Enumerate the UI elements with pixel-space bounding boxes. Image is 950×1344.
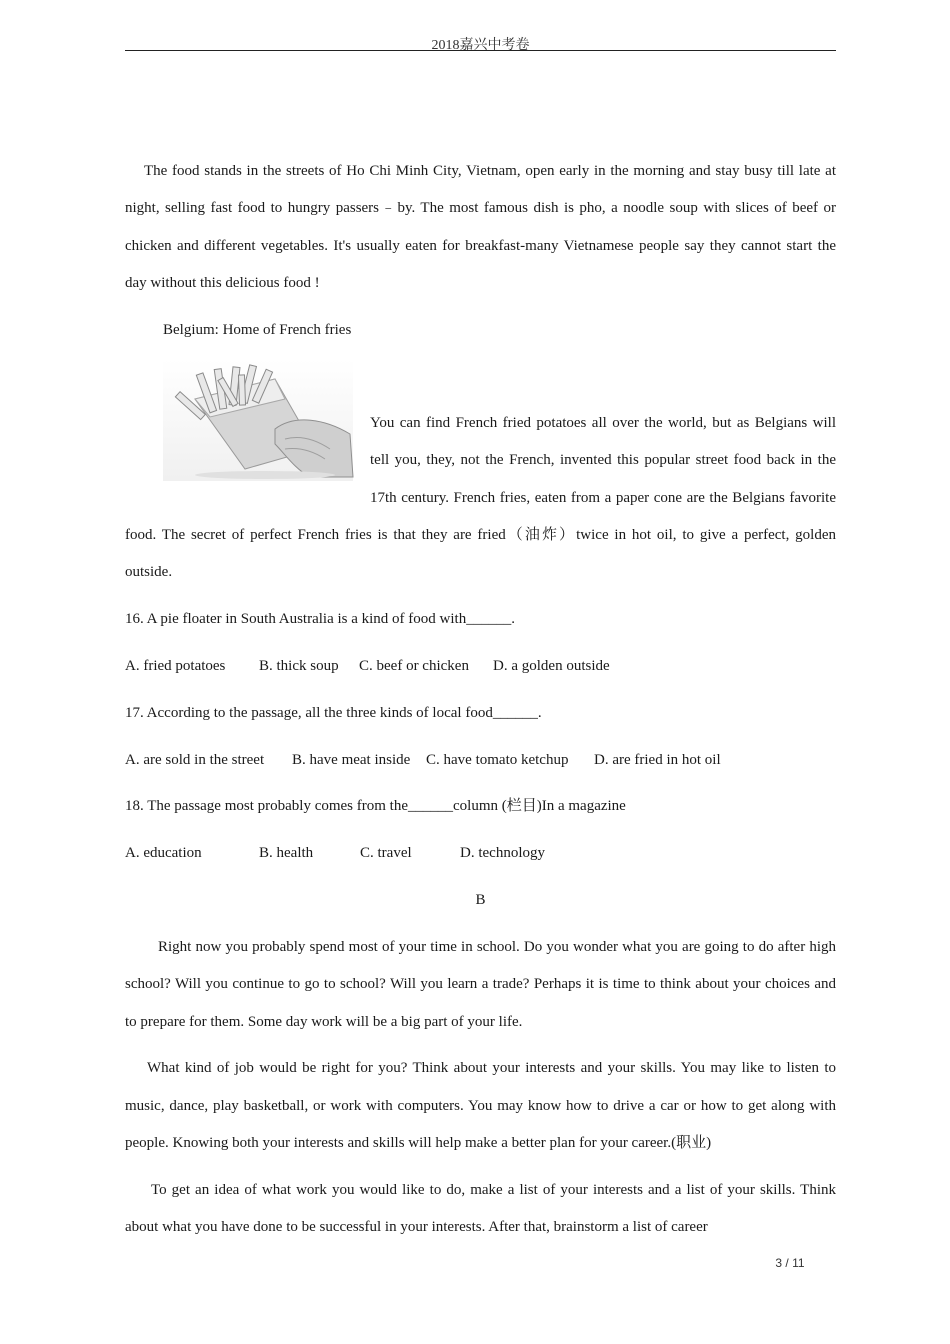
belgium-heading: Belgium: Home of French fries bbox=[163, 322, 352, 339]
q17-option-d: D. are fried in hot oil bbox=[594, 751, 721, 768]
page-content bbox=[125, 153, 836, 1256]
q16-option-d: D. a golden outside bbox=[493, 658, 610, 675]
q18-option-c: C. travel bbox=[360, 845, 412, 862]
question-17-options bbox=[125, 742, 836, 779]
section-b-paragraph-2: What kind of job would be right for you? Think about your interests and your skills. You may like to listen to music, dance, play basketball, or work with computers. You may know how to drive a car or how to get along with people. Knowing both your interests and skills will help make a better plan for your career.(职业) bbox=[125, 1060, 836, 1152]
q18-option-b: B. health bbox=[259, 845, 314, 862]
question-17-stem: 17. According to the passage, all the three kinds of local food______. bbox=[125, 704, 542, 721]
belgium-block bbox=[125, 359, 836, 592]
paragraph-belgium: You can find French fried potatoes all over the world, but as Belgians will tell you, they, not the French, invented this popular street food back in the 17th century. French fries, eaten from a paper cone are the Belgians favorite food. The secret of perfect French fries is that they are fried（油炸）twice in hot oil, to give a perfect, golden outside. bbox=[125, 414, 836, 581]
q17-option-a: A. are sold in the street bbox=[125, 751, 265, 768]
question-16-options bbox=[125, 648, 836, 685]
question-18-options bbox=[125, 835, 836, 872]
q16-option-b: B. thick soup bbox=[259, 658, 339, 675]
q16-option-a: A. fried potatoes bbox=[125, 658, 226, 675]
page-header: 2018嘉兴中考卷 bbox=[431, 38, 530, 53]
question-18-stem: 18. The passage most probably comes from the______column (栏目)In a magazine bbox=[125, 798, 626, 815]
section-b-paragraph-3: To get an idea of what work you would like to do, make a list of your interests and a list of your skills. Think about what you have done to be successful in your interests. After that, brainstorm a list of career bbox=[125, 1182, 836, 1236]
page-number: 3 / 11 bbox=[775, 1256, 805, 1270]
q17-option-c: C. have tomato ketchup bbox=[426, 751, 569, 768]
paragraph-vietnam: The food stands in the streets of Ho Chi Minh City, Vietnam, open early in the morning and stay busy till late at night, selling fast food to hungry passers﹣by. The most famous dish is pho, a noodle soup with slices of beef or chicken and different vegetables. It's usually eaten for breakfast-many Vietnamese people say they cannot start the day without this delicious food ! bbox=[125, 163, 836, 292]
section-b-label: B bbox=[475, 892, 486, 909]
question-16-stem: 16. A pie floater in South Australia is a kind of food with______. bbox=[125, 611, 515, 628]
q18-option-d: D. technology bbox=[460, 845, 545, 862]
french-fries-image bbox=[125, 359, 370, 481]
french-fries-cone-photo-icon bbox=[125, 359, 370, 481]
q17-option-b: B. have meat inside bbox=[292, 751, 411, 768]
section-b-paragraph-1: Right now you probably spend most of your time in school. Do you wonder what you are going to do after high school? Will you continue to go to school? Will you learn a trade? Perhaps it is time to think about your choices and to prepare for them. Some day work will be a big part of your life. bbox=[125, 938, 836, 1030]
q18-option-a: A. education bbox=[125, 845, 202, 862]
header-rule bbox=[125, 50, 836, 51]
q16-option-c: C. beef or chicken bbox=[359, 658, 469, 675]
